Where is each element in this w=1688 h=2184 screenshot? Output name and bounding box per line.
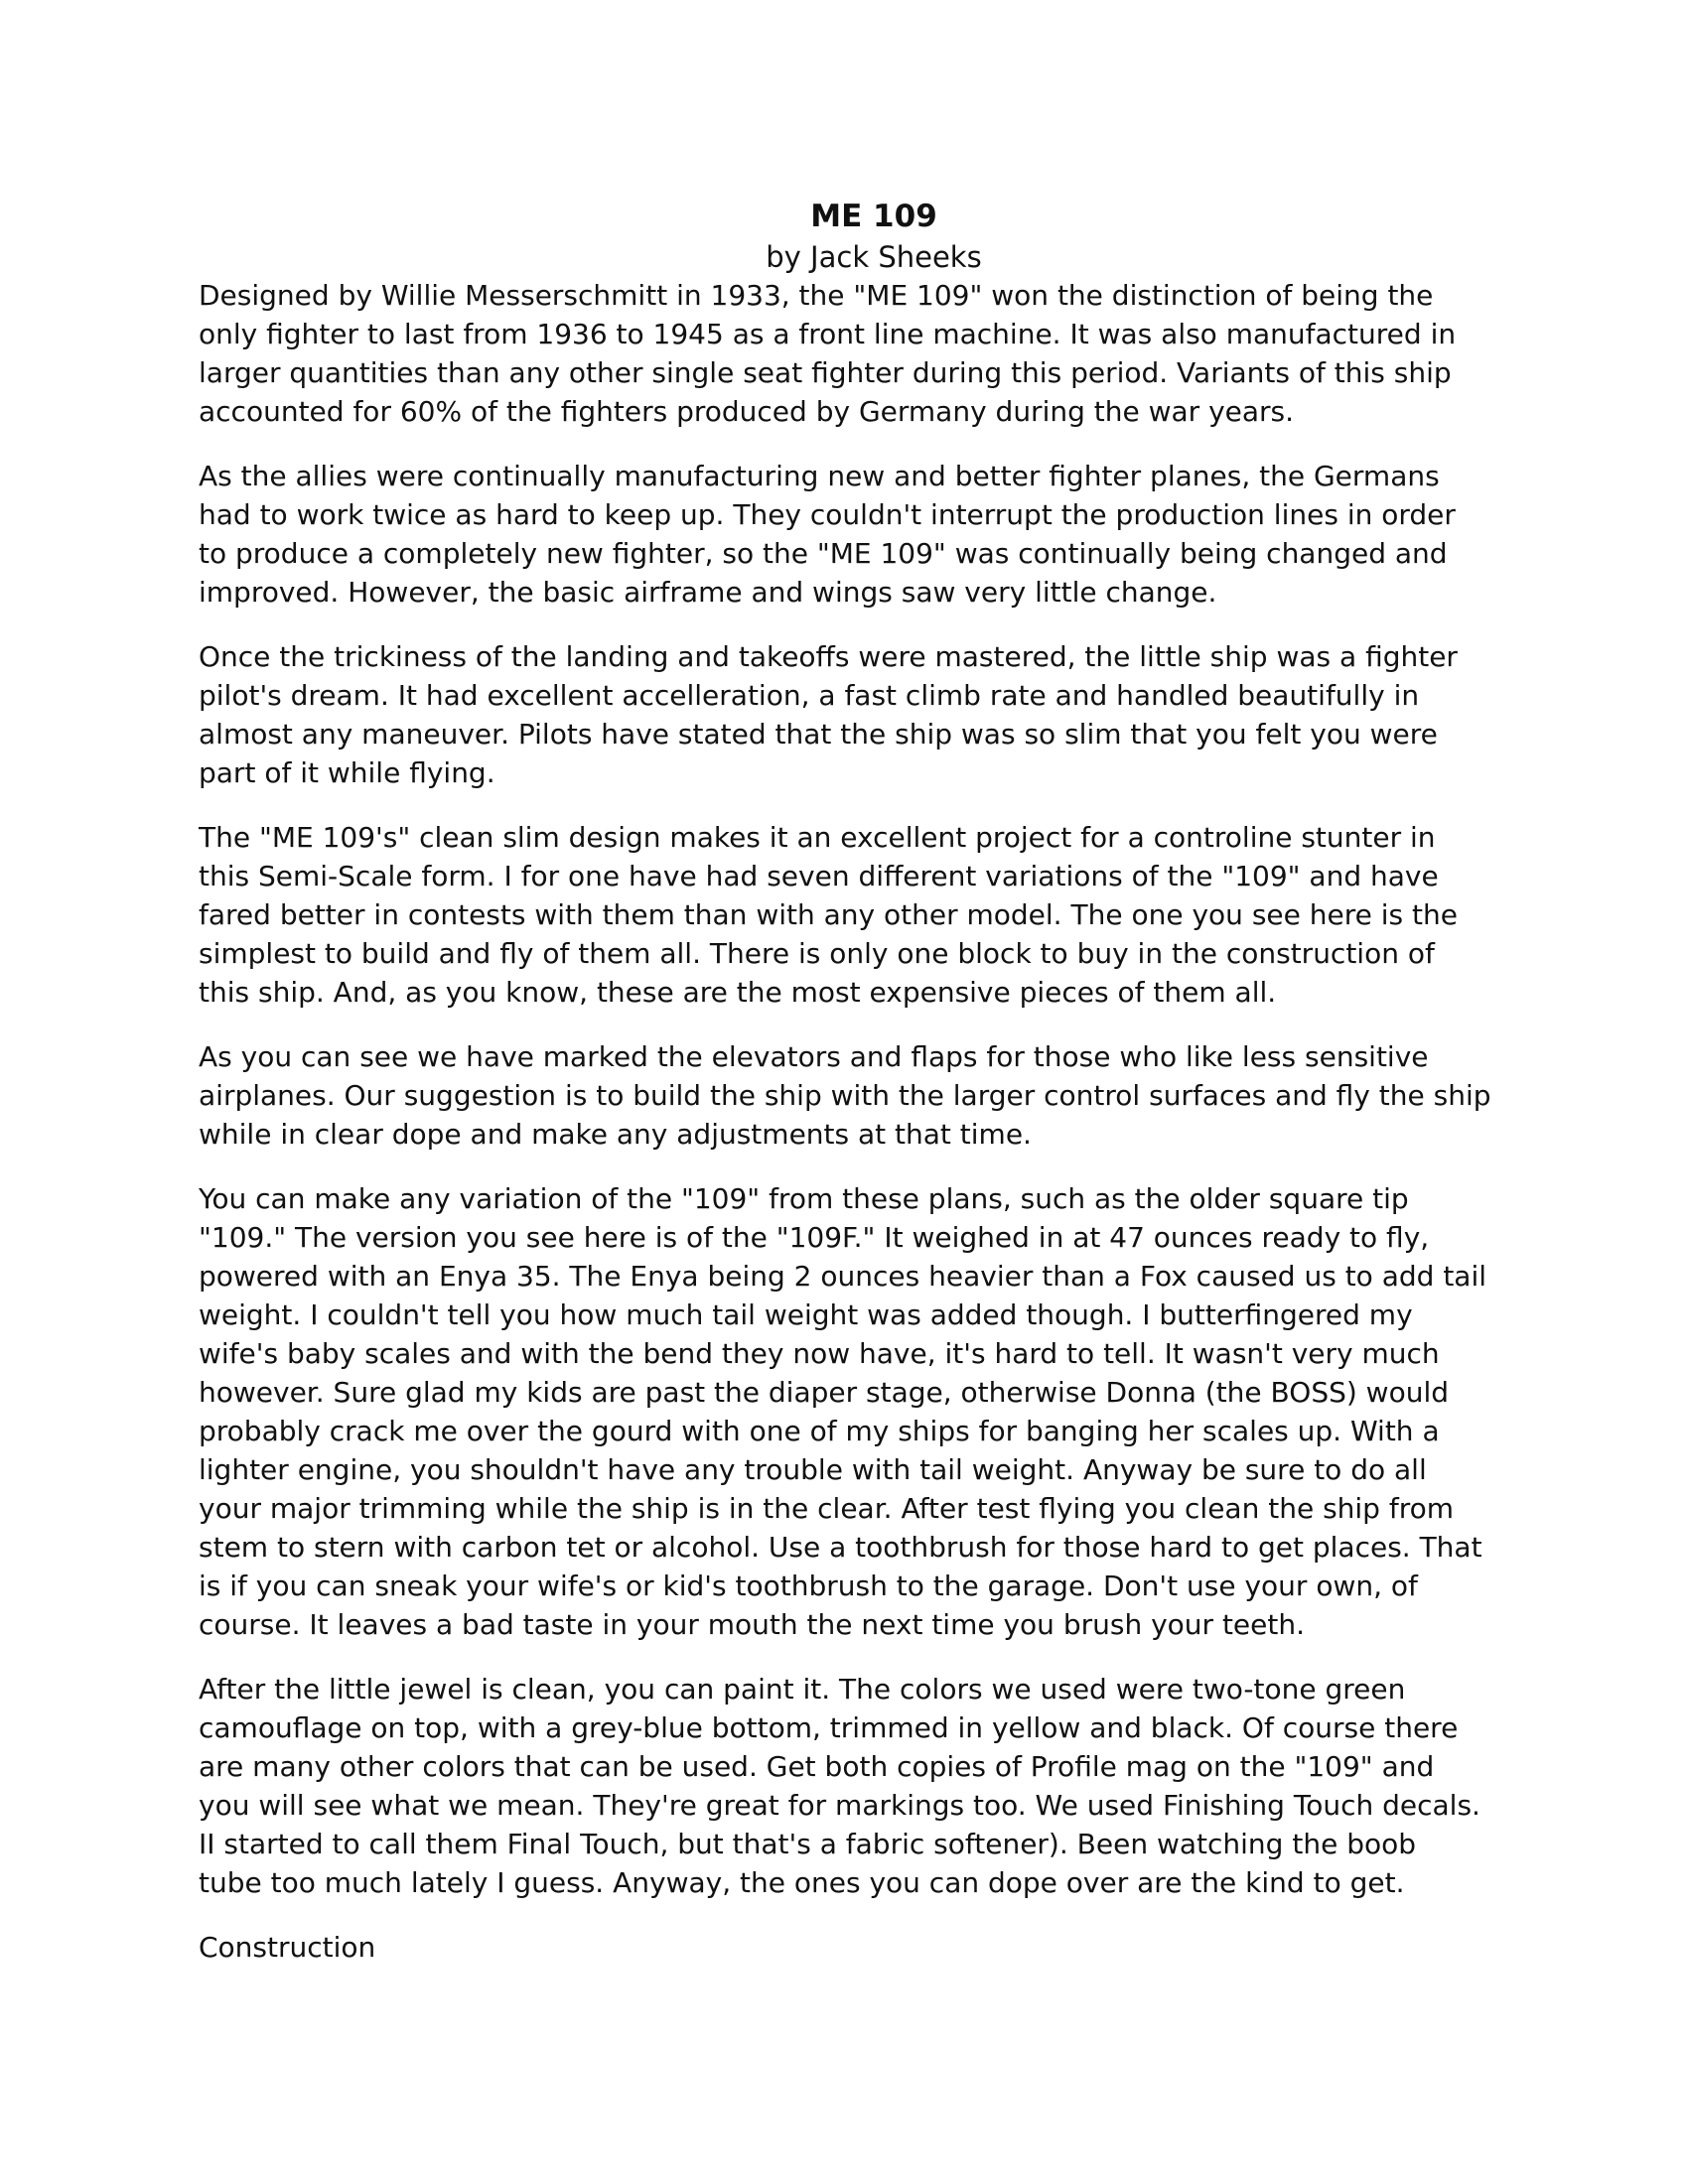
paragraph-7: After the little jewel is clean, you can paint it. The colors we used were two-tone green camouflage on top, with a grey-blue bottom, trimmed in yellow and black. Of course there are many other colors that can be used. Get both copies of Profile mag on the "109" and you will see what we mean. They're great for markings too. We used Finishing Touch decals. II started to call them Final Touch, but that's a fabric softener). Been watching the boob tube too much lately I guess. Anyway, the ones you can dope over are the kind to get.: [199, 1673, 1480, 1899]
section-heading-construction: Construction: [199, 1931, 376, 1964]
document-page: [199, 195, 1499, 1967]
document-title: ME 109: [810, 199, 937, 234]
author-byline: by Jack Sheeks: [766, 240, 982, 274]
paragraph-3: Once the trickiness of the landing and takeoffs were mastered, the little ship was a fighter pilot's dream. It had excellent accelleration, a fast climb rate and handled beautifully in almost any maneuver. Pilots have stated that the ship was so slim that you felt you were part of it while flying.: [199, 640, 1458, 789]
paragraph-5: As you can see we have marked the elevators and flaps for those who like less sensitive airplanes. Our suggestion is to build the ship with the larger control surfaces and fly the ship while in clear dope and make any adjustments at that time.: [199, 1040, 1491, 1151]
paragraph-1: Designed by Willie Messerschmitt in 1933, the "ME 109" won the distinction of being the only fighter to last from 1936 to 1945 as a front line machine. It was also manufactured in larger quantities than any other single seat fighter during this period. Variants of this ship accounted for 60% of the fighters produced by Germany during the war years.: [199, 279, 1457, 428]
paragraph-2: As the allies were continually manufacturing new and better fighter planes, the Germans had to work twice as hard to keep up. They couldn't interrupt the production lines in order to produce a completely new fighter, so the "ME 109" was continually being changed and improved. However, the basic airframe and wings saw very little change.: [199, 460, 1456, 609]
paragraph-4: The "ME 109's" clean slim design makes it an excellent project for a controline stunter in this Semi-Scale form. I for one have had seven different variations of the "109" and have fared better in contests with them than with any other model. The one you see here is the simplest to build and fly of them all. There is only one block to buy in the construction of this ship. And, as you know, these are the most expensive pieces of them all.: [199, 821, 1458, 1009]
paragraph-6: You can make any variation of the "109" from these plans, such as the older square tip "109." The version you see here is of the "109F." It weighed in at 47 ounces ready to fly, powered with an Enya 35. The Enya being 2 ounces heavier than a Fox caused us to add tail weight. I couldn't tell you how much tail weight was added though. I butterfingered my wife's baby scales and with the bend they now have, it's hard to tell. It wasn't very much however. Sure glad my kids are past the diaper stage, otherwise Donna (the BOSS) would probably crack me over the gourd with one of my ships for banging her scales up. With a lighter engine, you shouldn't have any trouble with tail weight. Anyway be sure to do all your major trimming while the ship is in the clear. After test flying you clean the ship from stem to stern with carbon tet or alcohol. Use a toothbrush for those hard to get places. That is if you can sneak your wife's or kid's toothbrush to the garage. Don't use your own, of course. It leaves a bad taste in your mouth the next time you brush your teeth.: [199, 1182, 1487, 1641]
